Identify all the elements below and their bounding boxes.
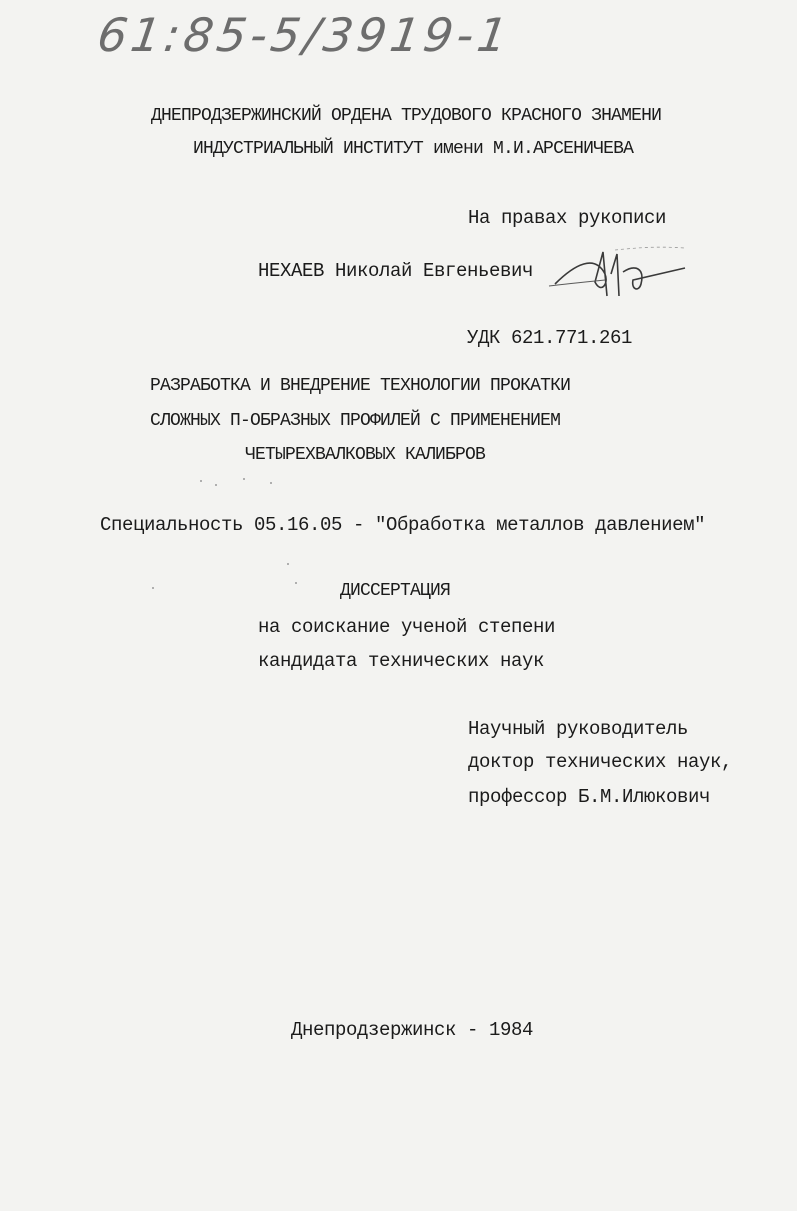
institution-line-1: ДНЕПРОДЗЕРЖИНСКИЙ ОРДЕНА ТРУДОВОГО КРАСНОГО ЗНАМЕНИ [151, 106, 662, 126]
degree-line-1: на соискание ученой степени [258, 616, 556, 638]
scan-speck [270, 482, 272, 484]
scan-speck [152, 587, 154, 589]
scan-speck [215, 484, 217, 486]
archive-number-handwritten: 61:85-5/3919-1 [94, 8, 515, 62]
work-type-heading: ДИССЕРТАЦИЯ [340, 581, 451, 601]
institution-line-2: ИНДУСТРИАЛЬНЫЙ ИНСТИТУТ имени М.И.АРСЕНИЧЕВА [193, 139, 634, 159]
supervisor-line-2: доктор технических наук, [468, 751, 733, 773]
degree-line-2: кандидата технических наук [258, 650, 545, 672]
author-name: НЕХАЕВ Николай Евгеньевич [258, 260, 534, 282]
supervisor-line-1: Научный руководитель [468, 718, 689, 740]
scan-speck [243, 478, 245, 480]
scan-speck [200, 480, 202, 482]
place-and-year: Днепродзержинск - 1984 [291, 1019, 534, 1041]
specialty: Специальность 05.16.05 - "Обработка металлов давлением" [100, 514, 706, 536]
title-line-3: ЧЕТЫРЕХВАЛКОВЫХ КАЛИБРОВ [245, 445, 486, 465]
scan-speck [295, 582, 297, 584]
rights-note: На правах рукописи [468, 207, 667, 229]
supervisor-line-3: профессор Б.М.Илюкович [468, 786, 711, 808]
author-signature-icon [545, 244, 695, 304]
title-line-2: СЛОЖНЫХ П-ОБРАЗНЫХ ПРОФИЛЕЙ С ПРИМЕНЕНИЕМ [150, 411, 561, 431]
title-line-1: РАЗРАБОТКА И ВНЕДРЕНИЕ ТЕХНОЛОГИИ ПРОКАТКИ [150, 376, 571, 396]
udk-code: УДК 621.771.261 [467, 327, 633, 349]
scan-speck [287, 563, 289, 565]
